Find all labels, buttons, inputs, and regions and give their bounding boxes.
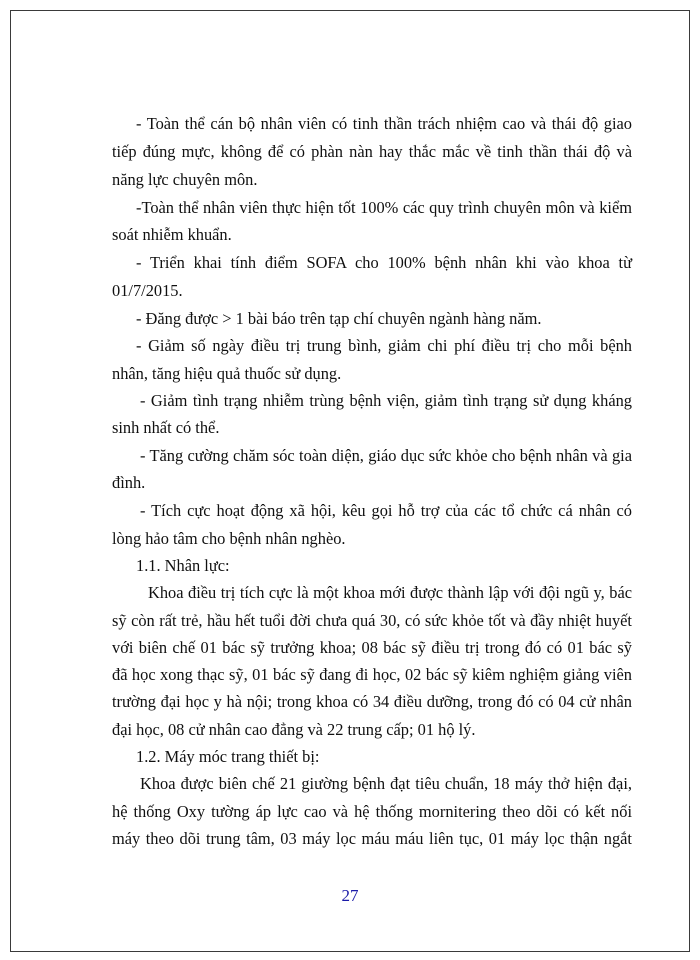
text-line: sinh nhất có thể. (112, 418, 220, 437)
text-line: - Giảm tình trạng nhiễm trùng bệnh viện, giảm tình trạng sử dụng kháng (140, 391, 632, 410)
text-line: Khoa điều trị tích cực là một khoa mới được thành lập với đội ngũ y, bác (148, 583, 632, 602)
text-line: trường đại học y hà nội; trong khoa có 34 điều dưỡng, trong đó có 04 cử nhân (112, 692, 632, 711)
text-line: soát nhiễm khuẩn. (112, 225, 232, 244)
text-line: máy theo dõi trung tâm, 03 máy lọc máu máu liên tục, 01 máy lọc thận ngắt (112, 829, 632, 848)
section-heading: 1.1. Nhân lực: (136, 556, 230, 575)
page-number: 27 (341, 886, 359, 905)
text-line: - Tăng cường chăm sóc toàn diện, giáo dục sức khỏe cho bệnh nhân và gia (140, 446, 632, 465)
text-line: đình. (112, 473, 146, 492)
text-line: - Toàn thể cán bộ nhân viên có tinh thần trách nhiệm cao và thái độ giao (136, 114, 632, 133)
text-line: sỹ còn rất trẻ, hầu hết tuổi đời chưa quá 30, có sức khỏe tốt và đầy nhiệt huyết (112, 611, 632, 630)
text-line: đã học xong thạc sỹ, 01 bác sỹ đang đi học, 02 bác sỹ kiêm nghiệm giảng viên (112, 665, 632, 684)
text-line: Khoa được biên chế 21 giường bệnh đạt tiêu chuẩn, 18 máy thở hiện đại, (140, 774, 632, 793)
text-line: -Toàn thể nhân viên thực hiện tốt 100% các quy trình chuyên môn và kiểm (136, 198, 632, 217)
text-line: nhân, tăng hiệu quả thuốc sử dụng. (112, 364, 342, 383)
text-line: đại học, 08 cử nhân cao đẳng và 22 trung cấp; 01 hộ lý. (112, 720, 476, 739)
text-line: - Giảm số ngày điều trị trung bình, giảm chi phí điều trị cho mỗi bệnh (136, 336, 632, 355)
text-line: với biên chế 01 bác sỹ trưởng khoa; 08 bác sỹ điều trị trong đó có 01 bác sỹ (112, 638, 632, 657)
text-line: 01/7/2015. (112, 281, 183, 300)
text-line: - Đăng được > 1 bài báo trên tạp chí chuyên ngành hàng năm. (136, 309, 542, 328)
text-line: lòng hảo tâm cho bệnh nhân nghèo. (112, 529, 346, 548)
text-line: - Triển khai tính điểm SOFA cho 100% bệnh nhân khi vào khoa từ (136, 253, 632, 272)
text-line: hệ thống Oxy tường áp lực cao và hệ thống mornitering theo dõi có kết nối (112, 802, 632, 821)
text-line: tiếp đúng mực, không để có phàn nàn hay thắc mắc về tinh thần thái độ và (112, 142, 632, 161)
section-heading: 1.2. Máy móc trang thiết bị: (136, 747, 320, 766)
text-line: - Tích cực hoạt động xã hội, kêu gọi hỗ trợ của các tổ chức cá nhân có (140, 501, 632, 520)
text-line: năng lực chuyên môn. (112, 170, 258, 189)
